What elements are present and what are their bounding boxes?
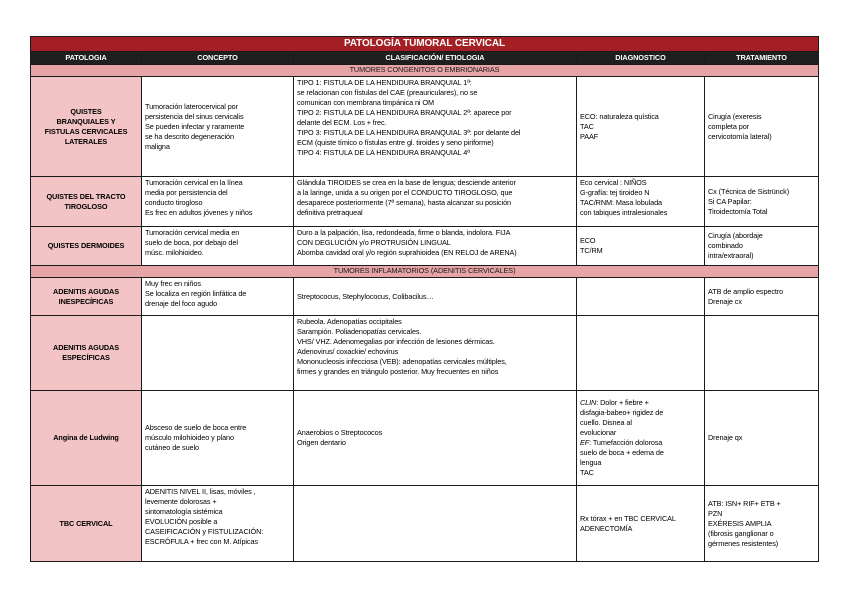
cell-line: TC/RM	[580, 246, 603, 255]
cell-line	[580, 468, 701, 478]
cell-line: desaparece posteriormente (7ª semana), hasta alcanzar su posición	[297, 198, 512, 207]
table-row	[31, 391, 819, 486]
cell-line: TIPO 3: FISTULA DE LA HENDIDURA BRANQUIAL 3ª: por delante del	[297, 128, 521, 137]
cell-line	[580, 418, 701, 428]
cell-line: Duro a la palpación, lisa, redondeada, firme o blanda, indolora. FIJA	[297, 228, 511, 237]
cell-line: ESCRÓFULA + frec con M. Atípicas	[145, 537, 258, 546]
cell-line: media por persistencia del	[145, 188, 228, 197]
cell-line: gérmenes resistentes)	[708, 538, 779, 548]
cell-line: EXÉRESIS AMPLIA	[708, 518, 772, 528]
cell-line: Mononucleosis infecciosa (VEB): adenopatías cervicales múltiples,	[297, 357, 507, 366]
cell-line: Glándula TIROIDES se crea en la base de lengua; desciende anterior	[297, 178, 516, 187]
cell-line: ADENECTOMÍA	[580, 523, 633, 533]
header-tratamiento: TRATAMIENTO	[705, 52, 819, 65]
cell-diagnostico	[577, 391, 705, 486]
cell-line: Drenaje cx	[708, 296, 742, 306]
table-wrapper	[30, 36, 818, 562]
cell-line: levemente dolorosas +	[145, 497, 217, 506]
cell-diagnostico	[577, 227, 705, 266]
cell-clasificacion	[294, 278, 577, 316]
cell-line: Se localiza en región linfática de	[145, 289, 247, 298]
cell-tratamiento	[705, 486, 819, 562]
cell-diagnostico	[577, 316, 705, 391]
cell-line: completa por	[708, 121, 749, 131]
cell-line: EVOLUCIÓN posible a	[145, 517, 218, 526]
table-row	[31, 278, 819, 316]
cell-line: Angina de Ludwing	[53, 433, 119, 442]
table-row	[31, 486, 819, 562]
cell-line: Si CA Papilar:	[708, 196, 752, 206]
cell-concepto	[142, 227, 294, 266]
cell-line: ECO	[580, 236, 596, 245]
cell-line: LATERALES	[64, 136, 108, 146]
cell-clasificacion	[294, 77, 577, 177]
cell-line: CASEIFICACIÓN y FISTULIZACIÓN:	[145, 527, 264, 536]
section-row	[31, 266, 819, 278]
cell-line-text: evolucionar	[580, 428, 617, 437]
cell-line: músc. milohioideo.	[145, 248, 204, 257]
cell-line-text: : Tumefacción dolorosa	[589, 438, 663, 447]
cell-diagnostico	[577, 177, 705, 227]
cell-line: combinado	[708, 241, 743, 250]
table-row	[31, 177, 819, 227]
cell-line: Cirugía (abordaje	[708, 231, 763, 240]
cell-line: comunican con membrana timpánica ni OM	[297, 98, 434, 107]
cell-concepto	[142, 77, 294, 177]
cell-concepto	[142, 391, 294, 486]
cell-line: Absceso de suelo de boca entre	[145, 423, 247, 432]
cell-patologia	[31, 391, 142, 486]
cell-line	[580, 408, 701, 418]
section-inflamatorios: TUMORES INFLAMATORIOS (ADENITIS CERVICALES)	[31, 266, 819, 278]
cell-line: BRANQUIALES Y	[56, 116, 116, 126]
cell-line: sintomatología sistémica	[145, 507, 223, 516]
cell-line: ADENITIS AGUDAS	[53, 343, 119, 352]
cell-line-prefix: EF	[580, 438, 590, 447]
cell-tratamiento	[705, 77, 819, 177]
cell-line-text: : Dolor + fiebre +	[596, 398, 649, 407]
cell-line: Cirugía (exeresis	[708, 111, 762, 121]
cell-line: Es frec en adultos jóvenes y niños	[145, 208, 253, 217]
table-row	[31, 316, 819, 391]
cell-line: cutáneo de suelo	[145, 443, 199, 452]
cell-line-text: disfagia-babeo+ rigidez de	[580, 408, 664, 417]
cell-line: Tumoración cervical media en	[145, 228, 240, 237]
cell-clasificacion	[294, 227, 577, 266]
cell-line-text: suelo de boca + edema de	[580, 448, 664, 457]
header-diagnostico: DIAGNOSTICO	[577, 52, 705, 65]
cell-line: Anaerobios o Streptococos	[297, 428, 383, 437]
cell-line: Adenovirus/ coxackie/ echovirus	[297, 347, 399, 356]
cell-line: PAAF	[580, 131, 599, 141]
cell-line: Rx tórax + en TBC CERVICAL	[580, 513, 676, 523]
cell-line: con tabiques intralesionales	[580, 208, 668, 217]
cell-line: (fibrosis ganglionar o	[708, 528, 774, 538]
cell-line: QUISTES	[70, 106, 102, 116]
cell-line: ECM (quiste tímico o fístulas entre gl. tiroides y seno piriforme)	[297, 138, 494, 147]
cell-line-text: TAC	[580, 468, 594, 477]
cell-line	[580, 438, 701, 448]
cell-patologia	[31, 227, 142, 266]
cell-line: VHS/ VHZ. Adenomegalias por infección de lesiones dérmicas.	[297, 337, 495, 346]
cell-line: Se pueden infectar y raramente	[145, 121, 245, 131]
cell-line: definitiva pretraqueal	[297, 208, 363, 217]
title-row	[31, 37, 819, 52]
cell-line: cervicotomía lateral)	[708, 131, 772, 141]
header-patologia: PATOLOGIA	[31, 52, 142, 65]
cell-clasificacion	[294, 177, 577, 227]
cell-line: delante del ECM. Los + frec.	[297, 118, 387, 127]
cell-line: TIPO 2: FISTULA DE LA HENDIDURA BRANQUIAL 2ª: aparece por	[297, 108, 512, 117]
cell-patologia	[31, 77, 142, 177]
cell-line: PZN	[708, 508, 723, 518]
cell-line-text: cuello. Disnea al	[580, 418, 632, 427]
cell-line-prefix: CLIN	[580, 398, 597, 407]
cell-patologia	[31, 486, 142, 562]
cell-clasificacion	[294, 316, 577, 391]
cell-concepto	[142, 278, 294, 316]
cell-line: ATB: ISN+ RIF+ ETB +	[708, 498, 781, 508]
cell-patologia	[31, 316, 142, 391]
cell-line: suelo de boca, por debajo del	[145, 238, 238, 247]
cell-patologia	[31, 177, 142, 227]
cell-line: drenaje del foco agudo	[145, 299, 218, 308]
cell-line: Eco cervical : NIÑOS	[580, 178, 647, 187]
cell-line: TIPO 4: FISTULA DE LA HENDIDURA BRANQUIAL 4ª	[297, 148, 470, 157]
cell-line: TBC CERVICAL	[59, 518, 113, 528]
cell-line: Tiroidectomía Total	[708, 206, 768, 216]
cell-line: TAC/RNM: Masa lobulada	[580, 198, 663, 207]
cell-line: TIPO 1: FISTULA DE LA HENDIDURA BRANQUIAL 1ª:	[297, 78, 472, 87]
cell-line: TIROGLOSO	[64, 201, 108, 211]
section-row	[31, 65, 819, 77]
cell-line: conducto tirogloso	[145, 198, 203, 207]
cell-tratamiento	[705, 177, 819, 227]
cell-line: Cx (Técnica de Sistrünck)	[708, 186, 790, 196]
cell-line: intra/extraoral)	[708, 251, 754, 260]
cell-line	[580, 398, 701, 408]
cell-line: músculo milohioideo y plano	[145, 433, 234, 442]
cell-line: QUISTES DEL TRACTO	[46, 191, 126, 201]
cell-line: Tumoración laterocervical por	[145, 101, 238, 111]
cell-concepto	[142, 486, 294, 562]
header-clasificacion: CLASIFICACIÓN/ ETIOLOGIA	[294, 52, 577, 65]
cell-line	[580, 448, 701, 458]
cell-line: Muy frec en niños	[145, 279, 201, 288]
cell-tratamiento	[705, 278, 819, 316]
table-title: PATOLOGÍA TUMORAL CERVICAL	[31, 37, 819, 52]
cell-line: a la laringe, unida a su origen por el CONDUCTO TIROGLOSO, que	[297, 188, 513, 197]
table-row	[31, 227, 819, 266]
cell-line: se ha descrito degeneración	[145, 131, 234, 141]
cell-concepto	[142, 177, 294, 227]
cell-line: Tumoración cervical en la línea	[145, 178, 243, 187]
cell-diagnostico	[577, 486, 705, 562]
cell-diagnostico	[577, 77, 705, 177]
cell-line: FISTULAS CERVICALES	[44, 126, 128, 136]
pathology-table	[30, 36, 819, 562]
cell-line: maligna	[145, 141, 170, 151]
cell-tratamiento	[705, 316, 819, 391]
cell-line: Origen dentario	[297, 438, 346, 447]
header-concepto: CONCEPTO	[142, 52, 294, 65]
cell-line: TAC	[580, 121, 594, 131]
cell-line: ESPECÍFICAS	[62, 353, 110, 362]
cell-line	[580, 458, 701, 468]
cell-line-text: lengua	[580, 458, 602, 467]
cell-line: Rubeola. Adenopatías occipitales	[297, 317, 402, 326]
cell-line: Sarampión. Poliadenopatías cervicales.	[297, 327, 422, 336]
cell-line: se relacionan con fístulas del CAE (preauriculares), no se	[297, 88, 478, 97]
cell-line: ATB de amplio espectro	[708, 286, 784, 296]
cell-line	[580, 428, 701, 438]
cell-line: firmes y grandes en triángulo posterior. Muy frecuentes en niños	[297, 367, 499, 376]
cell-diagnostico	[577, 278, 705, 316]
cell-tratamiento	[705, 227, 819, 266]
cell-line: Abomba cavidad oral y/o región suprahioidea (EN RELOJ de ARENA)	[297, 248, 517, 257]
table-row	[31, 77, 819, 177]
cell-clasificacion	[294, 486, 577, 562]
cell-line: Streptococus, Stephylococus, Colibacilus…	[297, 291, 434, 301]
cell-patologia	[31, 278, 142, 316]
cell-line: INESPECÍFICAS	[58, 296, 114, 306]
cell-line: Drenaje qx	[708, 433, 743, 442]
cell-line: ADENITIS NIVEL II, lisas, móviles ,	[145, 487, 256, 496]
cell-line: CON DEGLUCIÓN y/o PROTRUSIÓN LINGUAL	[297, 238, 451, 247]
cell-line: QUISTES DERMOIDES	[47, 241, 125, 250]
cell-line: ADENITIS AGUDAS	[53, 286, 119, 296]
cell-tratamiento	[705, 391, 819, 486]
cell-line: ECO: naturaleza quística	[580, 111, 659, 121]
cell-line: G-grafía: tej tiroideo N	[580, 188, 650, 197]
cell-clasificacion	[294, 391, 577, 486]
section-congenitos: TUMORES CONGENITOS O EMBRIONARIAS	[31, 65, 819, 77]
header-row	[31, 52, 819, 65]
cell-concepto	[142, 316, 294, 391]
cell-line: persistencia del sinus cervicalis	[145, 111, 244, 121]
